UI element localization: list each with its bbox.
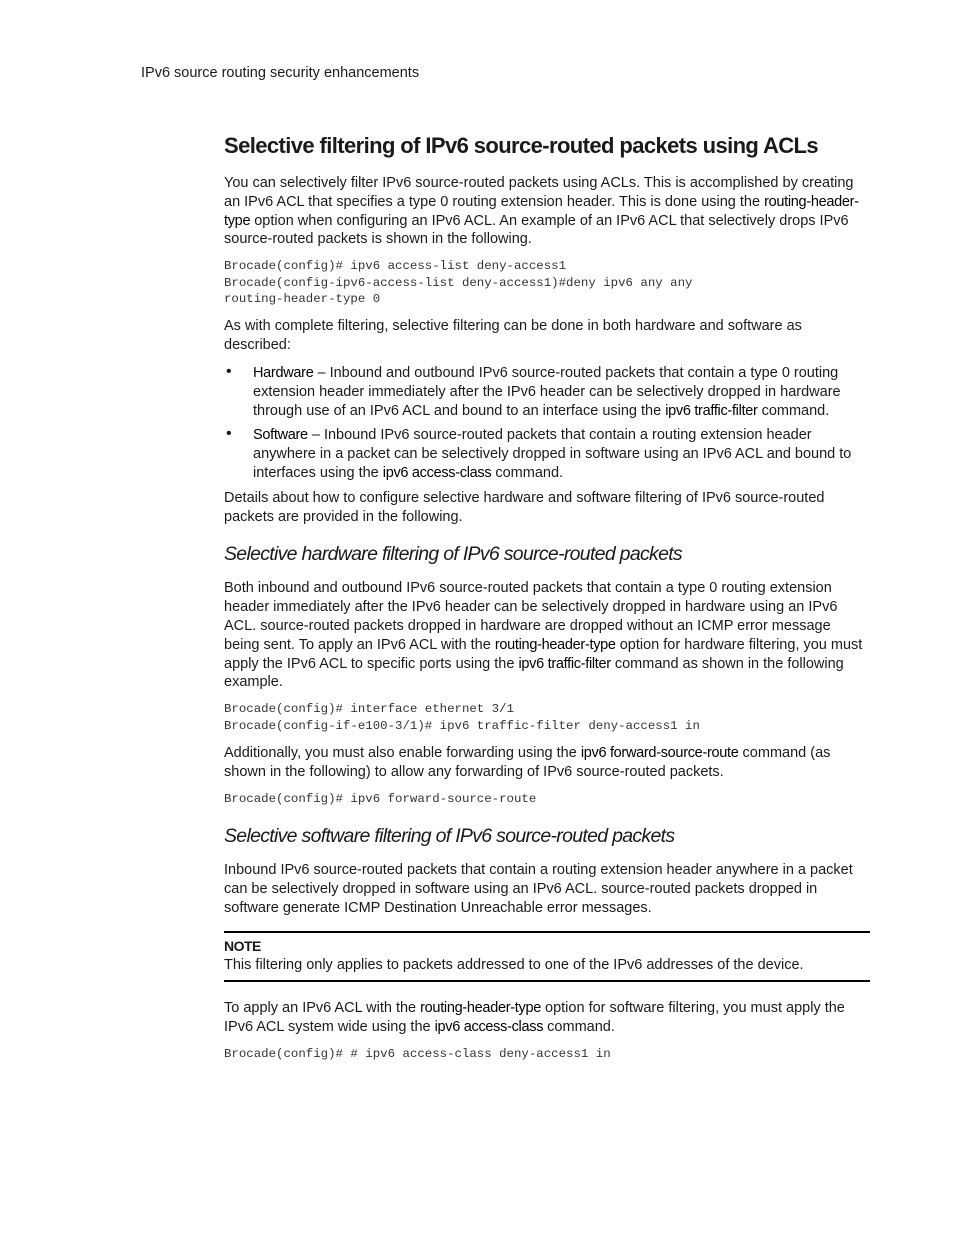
paragraph: Both inbound and outbound IPv6 source-routed packets that contain a type 0 routing extension header immediately after the IPv6 header can be selectively dropped in hardware using an IPv6 ACL. source-routed packets dropped in hardware are dropped without an ICMP error message being sent. To apply an IPv6 ACL with the routing-header-type option for hardware filtering, you must apply the IPv6 ACL to specific ports using the ipv6 traffic-filter command as shown in the following example. [224, 580, 863, 691]
paragraph: To apply an IPv6 ACL with the routing-header-type option for software filtering, you must apply the IPv6 ACL system wide using the ipv6 access-class command. [224, 999, 845, 1035]
note-text: This filtering only applies to packets addressed to one of the IPv6 addresses of the device. [224, 957, 804, 974]
list-item: • Software – Inbound IPv6 source-routed packets that contain a routing extension header anywhere in a packet can be selectively dropped in software using an IPv6 ACL and bound to interfaces using the ipv6 access-class command. [226, 425, 852, 481]
paragraph: As with complete filtering, selective filtering can be done in both hardware and software as described: [224, 318, 802, 354]
paragraph: Details about how to configure selective hardware and software filtering of IPv6 source-routed packets are provided in the following. [224, 489, 825, 525]
paragraph: Inbound IPv6 source-routed packets that contain a routing extension header anywhere in a packet can be selectively dropped in software using an IPv6 ACL. source-routed packets dropped in software generate ICMP Destination Unreachable error messages. [224, 861, 853, 916]
note-box [224, 931, 870, 982]
keyword: routing-header-type [224, 193, 859, 229]
code-block: Brocade(config)# ipv6 access-list deny-access1 Brocade(config-ipv6-access-list deny-access1)#deny ipv6 any any routing-header-type 0 [224, 259, 693, 306]
bullet-icon: • [226, 425, 232, 443]
running-header: IPv6 source routing security enhancements [141, 65, 420, 81]
code-block: Brocade(config)# interface ethernet 3/1 Brocade(config-if-e100-3/1)# ipv6 traffic-filter deny-access1 in [224, 702, 700, 733]
note-label: NOTE [224, 938, 261, 955]
bullet-list [224, 364, 870, 483]
subsection-title-hardware: Selective hardware filtering of IPv6 source-routed packets [224, 543, 682, 566]
list-item: • Hardware – Inbound and outbound IPv6 source-routed packets that contain a type 0 routing extension header immediately after the IPv6 header can be selectively dropped in hardware through use of an IPv6 ACL and bound to an interface using the ipv6 traffic-filter command. [226, 363, 841, 419]
section-title: Selective filtering of IPv6 source-routed packets using ACLs [224, 133, 819, 158]
subsection-title-software: Selective software filtering of IPv6 source-routed packets [224, 824, 675, 847]
code-block: Brocade(config)# ipv6 forward-source-route [224, 791, 537, 806]
code-block: Brocade(config)# # ipv6 access-class deny-access1 in [224, 1046, 611, 1061]
intro-paragraph: You can selectively filter IPv6 source-routed packets using ACLs. This is accomplished by creating an IPv6 ACL that specifies a type 0 routing extension header. This is done using the routing-header-type option when configuring an IPv6 ACL. An example of an IPv6 ACL that selectively drops IPv6 source-routed packets is shown in the following. [224, 175, 859, 248]
paragraph: Additionally, you must also enable forwarding using the ipv6 forward-source-route command (as shown in the following) to allow any forwarding of IPv6 source-routed packets. [224, 744, 831, 780]
bullet-icon: • [226, 363, 232, 380]
page-content [224, 131, 870, 1072]
